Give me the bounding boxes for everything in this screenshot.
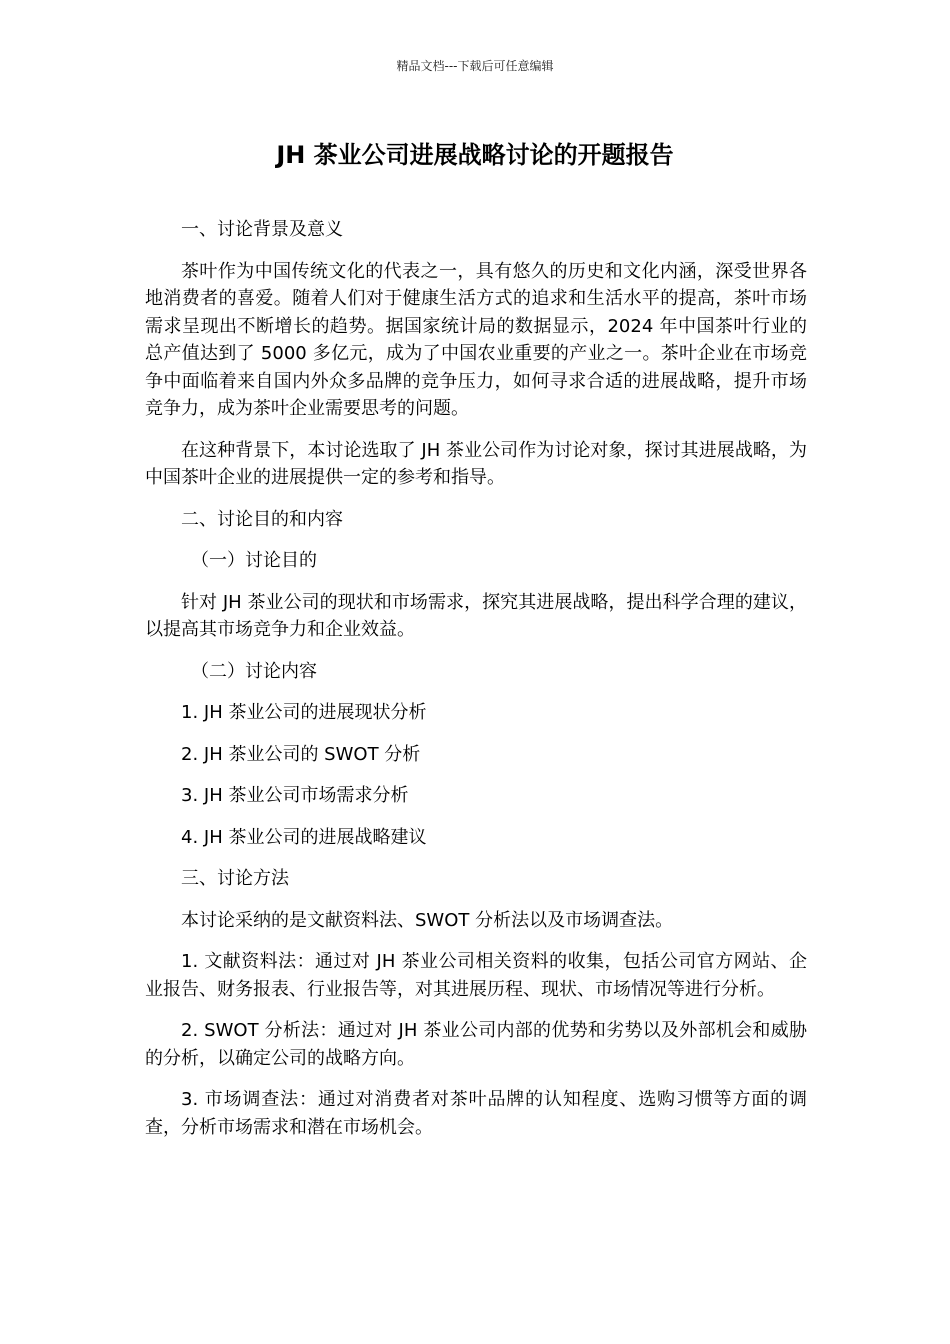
document-body <box>145 216 807 1155</box>
method-swot: 2. SWOT 分析法：通过对 JH 茶业公司内部的优势和劣势以及外部机会和威胁的分析，以确定公司的战略方向。 <box>145 1020 807 1069</box>
method-literature: 1. 文献资料法：通过对 JH 茶业公司相关资料的收集，包括公司官方网站、企业报告、财务报表、行业报告等，对其进展历程、现状、市场情况等进行分析。 <box>145 951 807 1000</box>
section-heading-methods: 三、讨论方法 <box>181 868 289 889</box>
list-item-market-demand: 3. JH 茶业公司市场需求分析 <box>181 785 409 806</box>
list-item-swot-analysis: 2. JH 茶业公司的 SWOT 分析 <box>181 743 421 765</box>
paragraph-background: 茶叶作为中国传统文化的代表之一，具有悠久的历史和文化内涵，深受世界各地消费者的喜爱。随着人们对于健康生活方式的追求和生活水平的提高，茶叶市场需求呈现出不断增长的趋势。据国家统计局的数据显示，2024 年中国茶叶行业的总产值达到了 5000 多亿元，成为了中国农业重要的产业之一。茶叶企业在市场竞争中面临着来自国内外众多品牌的竞争压力，如何寻求合适的进展战略，提升市场竞争力，成为茶叶企业需要思考的问题。 <box>145 260 807 419</box>
paragraph-context: 在这种背景下，本讨论选取了 JH 茶业公司作为讨论对象，探讨其进展战略，为中国茶叶企业的进展提供一定的参考和指导。 <box>145 439 807 488</box>
header-note: 精品文档---下载后可任意编辑 <box>396 59 554 73</box>
document-title: JH 茶业公司进展战略讨论的开题报告 <box>276 141 674 169</box>
section-heading-purpose-content: 二、讨论目的和内容 <box>181 508 343 530</box>
method-market-survey: 3. 市场调查法：通过对消费者对茶叶品牌的认知程度、选购习惯等方面的调查，分析市场需求和潜在市场机会。 <box>145 1089 807 1138</box>
list-item-status-analysis: 1. JH 茶业公司的进展现状分析 <box>181 702 427 723</box>
subheading-purpose: （一）讨论目的 <box>191 550 317 571</box>
paragraph-methods-intro: 本讨论采纳的是文献资料法、SWOT 分析法以及市场调查法。 <box>181 909 674 931</box>
section-heading-background: 一、讨论背景及意义 <box>181 219 343 240</box>
list-item-strategy-advice: 4. JH 茶业公司的进展战略建议 <box>181 826 427 848</box>
subheading-content: （二）讨论内容 <box>191 660 317 682</box>
paragraph-purpose: 针对 JH 茶业公司的现状和市场需求，探究其进展战略，提出科学合理的建议，以提高其市场竞争力和企业效益。 <box>145 591 807 640</box>
